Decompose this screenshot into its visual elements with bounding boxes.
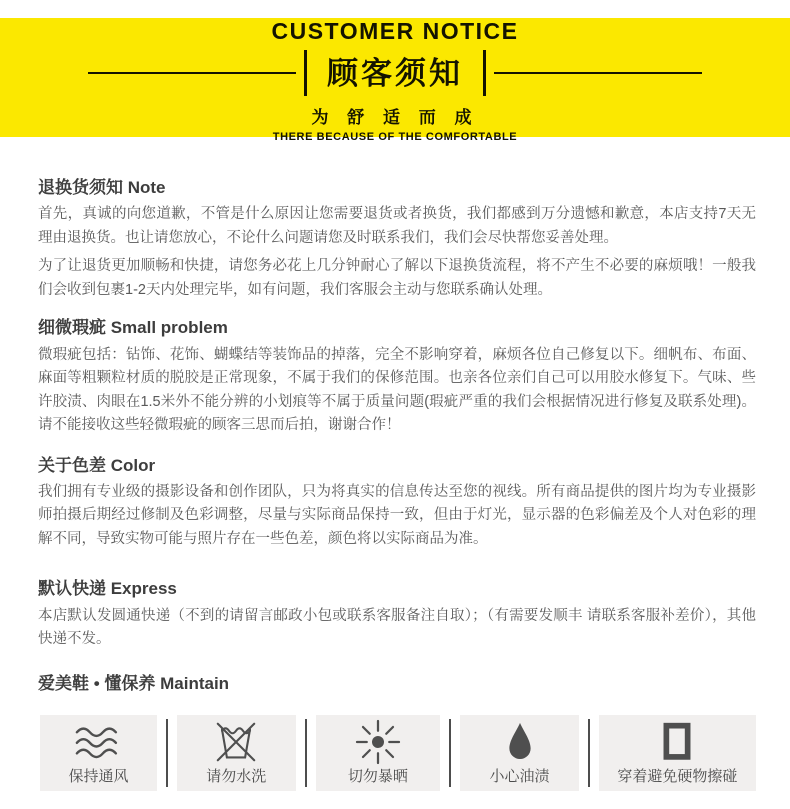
care-divider (588, 719, 590, 787)
banner-title-row (0, 50, 790, 96)
section-heading: 细微瑕疵 Small problem (38, 318, 228, 338)
section-returns (38, 177, 756, 302)
care-item-ventilate (40, 715, 157, 791)
header-banner (0, 18, 790, 143)
oil-drop-icon (503, 715, 537, 769)
divider-line-left (88, 72, 296, 74)
care-strip (40, 715, 756, 791)
divider-bar-right (483, 50, 486, 96)
care-label: 保持通风 (68, 767, 129, 785)
banner-title-en: CUSTOMER NOTICE (271, 18, 519, 44)
notice-body (0, 177, 790, 791)
paragraph: 首先，真诚的向您道歉，不管是什么原因让您需要退货或者换货，我们都感到万分遗憾和歉意，本店支持7天无理由退换货。也让请您放心，不论什么问题请您及时联系我们，我们会尽快帮您妥善处理。 (38, 206, 756, 246)
hard-object-icon (654, 715, 700, 769)
section-heading: 退换货须知 Note (38, 178, 166, 197)
banner-slogan-cn: 为 舒 适 而 成 (311, 108, 479, 127)
care-item-no-wash (177, 715, 296, 791)
care-item-oil-stain (460, 715, 579, 791)
care-divider (449, 719, 451, 787)
care-label: 穿着避免硬物擦碰 (617, 767, 738, 785)
waves-icon (72, 715, 124, 769)
care-divider (166, 719, 168, 787)
care-item-avoid-abrasion (599, 715, 756, 791)
paragraph: 为了让退货更加顺畅和快捷，请您务必花上几分钟耐心了解以下退换货流程，将不产生不必要的麻烦哦！一般我们会收到包裹1-2天内处理完毕，如有问题，我们客服会主动与您联系确认处理。 (38, 258, 756, 298)
section-heading: 关于色差 Color (38, 455, 156, 475)
care-label: 请勿水洗 (206, 767, 267, 785)
customer-notice-page (0, 18, 790, 809)
care-label: 小心油渍 (489, 767, 550, 785)
banner-slogan-en: THERE BECAUSE OF THE COMFORTABLE (272, 131, 518, 143)
section-heading: 默认快递 Express (38, 579, 177, 599)
section-heading: 爱美鞋 • 懂保养 Maintain (38, 673, 230, 693)
paragraph: 微瑕疵包括：钻饰、花饰、蝴蝶结等装饰品的掉落，完全不影响穿着，麻烦各位自己修复以下。细帆布、布面、麻面等粗颗粒材质的脱胶是正常现象，不属于我们的保修范围。也亲各位亲们自己可以用胶水修复下。气味、些许胶渍、肉眼在1.5米外不能分辨的小划痕等不属于质量问题(瑕疵严重的我们会根据情况进行修复及联系处理)。请不能接收这些轻微瑕疵的顾客三思而后拍，谢谢合作！ (38, 346, 756, 433)
care-divider (305, 719, 307, 787)
divider-line-right (494, 72, 702, 74)
section-maintain (38, 673, 756, 694)
care-label: 切勿暴晒 (347, 767, 408, 785)
section-color-difference (38, 455, 756, 552)
section-small-problem (38, 317, 756, 437)
divider-bar-left (304, 50, 307, 96)
banner-title-cn: 顾客须知 (327, 55, 463, 91)
paragraph: 本店默认发圆通快递（不到的请留言邮政小包或联系客服备注自取）；（有需要发顺丰 请联系客服补差价），其他快递不发。 (38, 607, 756, 647)
care-item-no-sun (316, 715, 441, 791)
no-sun-icon (354, 715, 402, 769)
section-express (38, 578, 756, 651)
no-wash-icon (213, 715, 259, 769)
paragraph: 我们拥有专业级的摄影设备和创作团队，只为将真实的信息传达至您的视线。所有商品提供的图片均为专业摄影师拍摄后期经过修制及色彩调整，尽量与实际商品保持一致，但由于灯光，显示器的色彩偏差及个人对色彩的理解不同，导致实物可能与照片存在一些色差，颜色将以实际商品为准。 (38, 483, 756, 547)
